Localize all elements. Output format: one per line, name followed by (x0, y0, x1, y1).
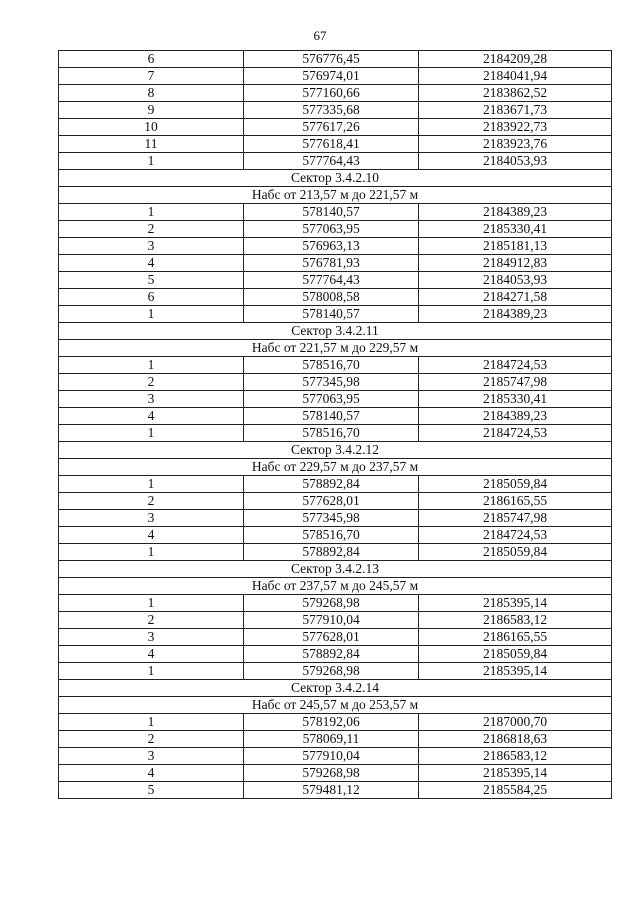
section-heading: Набс от 237,57 м до 245,57 м (59, 578, 612, 595)
table-row (59, 646, 612, 663)
y-coordinate-cell: 2184724,53 (419, 527, 612, 544)
table-row (59, 102, 612, 119)
x-coordinate-cell: 578516,70 (244, 425, 419, 442)
table-row (59, 527, 612, 544)
point-number-cell: 1 (59, 544, 244, 561)
y-coordinate-cell: 2185395,14 (419, 765, 612, 782)
y-coordinate-cell: 2184041,94 (419, 68, 612, 85)
point-number-cell: 10 (59, 119, 244, 136)
point-number-cell: 6 (59, 289, 244, 306)
y-coordinate-cell: 2185330,41 (419, 221, 612, 238)
point-number-cell: 1 (59, 714, 244, 731)
y-coordinate-cell: 2187000,70 (419, 714, 612, 731)
x-coordinate-cell: 576963,13 (244, 238, 419, 255)
x-coordinate-cell: 577617,26 (244, 119, 419, 136)
point-number-cell: 5 (59, 782, 244, 799)
table-row (59, 374, 612, 391)
point-number-cell: 1 (59, 425, 244, 442)
table-row (59, 136, 612, 153)
section-heading-row (59, 170, 612, 187)
x-coordinate-cell: 578892,84 (244, 476, 419, 493)
point-number-cell: 1 (59, 595, 244, 612)
table-row (59, 221, 612, 238)
x-coordinate-cell: 577910,04 (244, 748, 419, 765)
table-row (59, 204, 612, 221)
page-number: 67 (313, 28, 327, 43)
coordinates-table (58, 50, 612, 799)
section-heading-row (59, 561, 612, 578)
y-coordinate-cell: 2184724,53 (419, 425, 612, 442)
x-coordinate-cell: 577910,04 (244, 612, 419, 629)
y-coordinate-cell: 2185059,84 (419, 646, 612, 663)
table-row (59, 85, 612, 102)
x-coordinate-cell: 576776,45 (244, 51, 419, 68)
point-number-cell: 11 (59, 136, 244, 153)
table-row (59, 748, 612, 765)
table-row (59, 255, 612, 272)
table-row (59, 612, 612, 629)
point-number-cell: 2 (59, 612, 244, 629)
x-coordinate-cell: 578892,84 (244, 544, 419, 561)
table-row (59, 629, 612, 646)
y-coordinate-cell: 2185747,98 (419, 510, 612, 527)
point-number-cell: 4 (59, 765, 244, 782)
y-coordinate-cell: 2186165,55 (419, 629, 612, 646)
table-row (59, 391, 612, 408)
y-coordinate-cell: 2183671,73 (419, 102, 612, 119)
x-coordinate-cell: 578008,58 (244, 289, 419, 306)
section-heading: Набс от 221,57 м до 229,57 м (59, 340, 612, 357)
section-heading: Сектор 3.4.2.13 (59, 561, 612, 578)
x-coordinate-cell: 576781,93 (244, 255, 419, 272)
x-coordinate-cell: 577628,01 (244, 493, 419, 510)
table-row (59, 119, 612, 136)
y-coordinate-cell: 2184053,93 (419, 272, 612, 289)
table-row (59, 51, 612, 68)
point-number-cell: 4 (59, 646, 244, 663)
y-coordinate-cell: 2185747,98 (419, 374, 612, 391)
x-coordinate-cell: 577345,98 (244, 374, 419, 391)
y-coordinate-cell: 2185395,14 (419, 595, 612, 612)
section-heading: Сектор 3.4.2.11 (59, 323, 612, 340)
y-coordinate-cell: 2184389,23 (419, 408, 612, 425)
point-number-cell: 4 (59, 408, 244, 425)
section-heading-row (59, 442, 612, 459)
point-number-cell: 7 (59, 68, 244, 85)
y-coordinate-cell: 2183922,73 (419, 119, 612, 136)
y-coordinate-cell: 2186165,55 (419, 493, 612, 510)
x-coordinate-cell: 578192,06 (244, 714, 419, 731)
section-heading-row (59, 697, 612, 714)
x-coordinate-cell: 577764,43 (244, 153, 419, 170)
y-coordinate-cell: 2184053,93 (419, 153, 612, 170)
table-row (59, 765, 612, 782)
table-row (59, 289, 612, 306)
table-row (59, 510, 612, 527)
point-number-cell: 1 (59, 204, 244, 221)
section-heading: Сектор 3.4.2.10 (59, 170, 612, 187)
table-row (59, 425, 612, 442)
x-coordinate-cell: 578516,70 (244, 357, 419, 374)
x-coordinate-cell: 577063,95 (244, 391, 419, 408)
table-row (59, 272, 612, 289)
y-coordinate-cell: 2184389,23 (419, 306, 612, 323)
section-heading-row (59, 459, 612, 476)
point-number-cell: 3 (59, 629, 244, 646)
y-coordinate-cell: 2185181,13 (419, 238, 612, 255)
point-number-cell: 4 (59, 255, 244, 272)
y-coordinate-cell: 2185059,84 (419, 476, 612, 493)
table-row (59, 238, 612, 255)
section-heading: Набс от 229,57 м до 237,57 м (59, 459, 612, 476)
y-coordinate-cell: 2184724,53 (419, 357, 612, 374)
point-number-cell: 3 (59, 748, 244, 765)
x-coordinate-cell: 579268,98 (244, 595, 419, 612)
x-coordinate-cell: 576974,01 (244, 68, 419, 85)
section-heading-row (59, 578, 612, 595)
point-number-cell: 1 (59, 153, 244, 170)
point-number-cell: 1 (59, 663, 244, 680)
x-coordinate-cell: 577063,95 (244, 221, 419, 238)
table-row (59, 714, 612, 731)
x-coordinate-cell: 577764,43 (244, 272, 419, 289)
y-coordinate-cell: 2186583,12 (419, 612, 612, 629)
y-coordinate-cell: 2184389,23 (419, 204, 612, 221)
y-coordinate-cell: 2185059,84 (419, 544, 612, 561)
point-number-cell: 1 (59, 476, 244, 493)
coordinates-table-body (59, 51, 612, 799)
point-number-cell: 2 (59, 374, 244, 391)
section-heading: Сектор 3.4.2.12 (59, 442, 612, 459)
x-coordinate-cell: 577345,98 (244, 510, 419, 527)
x-coordinate-cell: 579268,98 (244, 663, 419, 680)
y-coordinate-cell: 2184271,58 (419, 289, 612, 306)
section-heading-row (59, 323, 612, 340)
section-heading: Сектор 3.4.2.14 (59, 680, 612, 697)
table-row (59, 408, 612, 425)
y-coordinate-cell: 2185330,41 (419, 391, 612, 408)
table-row (59, 306, 612, 323)
table-row (59, 544, 612, 561)
table-row (59, 663, 612, 680)
point-number-cell: 9 (59, 102, 244, 119)
x-coordinate-cell: 578892,84 (244, 646, 419, 663)
table-row (59, 153, 612, 170)
y-coordinate-cell: 2185584,25 (419, 782, 612, 799)
point-number-cell: 8 (59, 85, 244, 102)
x-coordinate-cell: 578516,70 (244, 527, 419, 544)
point-number-cell: 3 (59, 391, 244, 408)
table-row (59, 595, 612, 612)
point-number-cell: 1 (59, 306, 244, 323)
x-coordinate-cell: 578069,11 (244, 731, 419, 748)
point-number-cell: 4 (59, 527, 244, 544)
x-coordinate-cell: 577628,01 (244, 629, 419, 646)
x-coordinate-cell: 579481,12 (244, 782, 419, 799)
section-heading: Набс от 245,57 м до 253,57 м (59, 697, 612, 714)
point-number-cell: 6 (59, 51, 244, 68)
section-heading: Набс от 213,57 м до 221,57 м (59, 187, 612, 204)
y-coordinate-cell: 2185395,14 (419, 663, 612, 680)
y-coordinate-cell: 2186583,12 (419, 748, 612, 765)
x-coordinate-cell: 578140,57 (244, 204, 419, 221)
table-row (59, 357, 612, 374)
x-coordinate-cell: 578140,57 (244, 408, 419, 425)
point-number-cell: 2 (59, 493, 244, 510)
table-row (59, 782, 612, 799)
section-heading-row (59, 187, 612, 204)
point-number-cell: 5 (59, 272, 244, 289)
y-coordinate-cell: 2184912,83 (419, 255, 612, 272)
x-coordinate-cell: 579268,98 (244, 765, 419, 782)
point-number-cell: 1 (59, 357, 244, 374)
point-number-cell: 3 (59, 238, 244, 255)
table-row (59, 731, 612, 748)
x-coordinate-cell: 578140,57 (244, 306, 419, 323)
y-coordinate-cell: 2183923,76 (419, 136, 612, 153)
point-number-cell: 2 (59, 731, 244, 748)
y-coordinate-cell: 2183862,52 (419, 85, 612, 102)
table-row (59, 493, 612, 510)
section-heading-row (59, 340, 612, 357)
table-row (59, 476, 612, 493)
x-coordinate-cell: 577618,41 (244, 136, 419, 153)
x-coordinate-cell: 577160,66 (244, 85, 419, 102)
point-number-cell: 3 (59, 510, 244, 527)
section-heading-row (59, 680, 612, 697)
y-coordinate-cell: 2186818,63 (419, 731, 612, 748)
point-number-cell: 2 (59, 221, 244, 238)
table-row (59, 68, 612, 85)
x-coordinate-cell: 577335,68 (244, 102, 419, 119)
y-coordinate-cell: 2184209,28 (419, 51, 612, 68)
